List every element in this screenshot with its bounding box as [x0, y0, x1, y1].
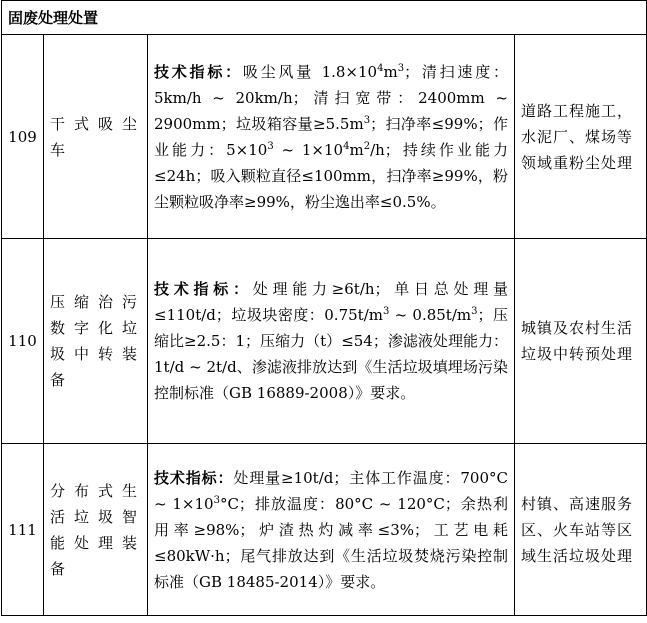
technical-spec: 技术指标：处理量≥10t/d；主体工作温度：700°C ~ $1\times 10^3^\circ C$；排放温度：80°C ~ 120°C；余热利用率≥98%；炉渣热灼减率≤3%；工艺电耗≤80kW·h；尾气排放达到《生活垃圾焚烧污染控制标准（GB 18485-2014）》要求。: [148, 444, 515, 616]
application-field: 道路工程施工，水泥厂、煤场等领域重粉尘处理: [515, 35, 647, 239]
row-number: 111: [2, 444, 44, 616]
equipment-name: 干式吸尘车: [44, 35, 148, 239]
spec-label: 技术指标：: [154, 280, 253, 298]
table-row: [2, 239, 647, 444]
application-field: 城镇及农村生活垃圾中转预处理: [515, 239, 647, 444]
technical-spec: 技术指标：处理能力≥6t/h；单日总处理量≤110t/d；垃圾块密度：$0.75t/m^3$ ~ $0.85t/m^3$；压缩比≥2.5：1；压缩力（t）≤54；渗滤液处理能力：1t/d ~ 2t/d、渗滤液排放达到《生活垃圾填埋场污染控制标准（GB 16889-2008）》要求。: [148, 239, 515, 444]
application-field: 村镇、高速服务区、火车站等区域生活垃圾处理: [515, 444, 647, 616]
technical-spec: 技术指标：吸尘风量 $1.8\times 10^4m^3$；清扫速度：5km/h ~ 20km/h；清扫宽带：2400mm ~ 2900mm；垃圾箱容量$\ge 5.5m^3$；扫净率≤99%；作业能力：$5\times 10^3$ ~ $1\times 10^4m^2/h$；持续作业能力≤24h；吸入颗粒直径≤100mm，扫净率≥99%，粉尘颗粒吸净率≥99%，粉尘逸出率≤0.5%。: [148, 35, 515, 239]
table-row: [2, 35, 647, 239]
section-title: 固废处理处置: [2, 1, 647, 35]
row-number: 110: [2, 239, 44, 444]
equipment-table: [1, 0, 647, 616]
table-row: [2, 444, 647, 616]
section-header-row: [2, 1, 647, 35]
equipment-name: 分布式生活垃圾智能处理装备: [44, 444, 148, 616]
spec-label: 技术指标：: [154, 468, 234, 487]
equipment-name: 压缩治污数字化垃圾中转装备: [44, 239, 148, 444]
spec-label: 技术指标：: [154, 62, 243, 81]
row-number: 109: [2, 35, 44, 239]
